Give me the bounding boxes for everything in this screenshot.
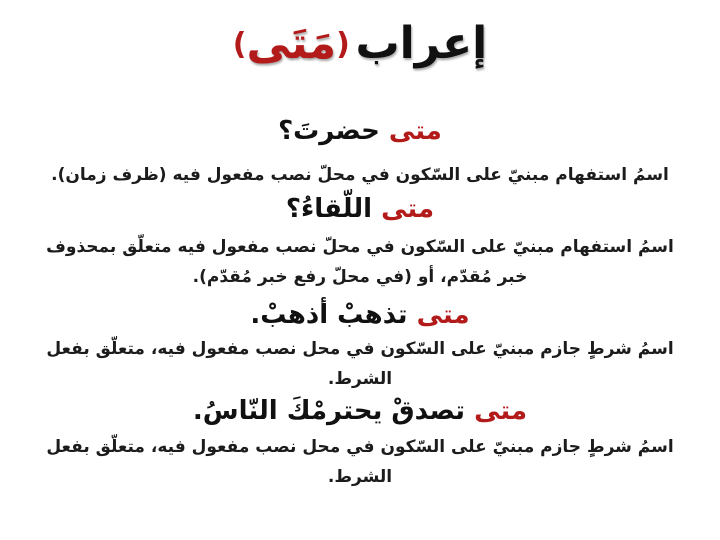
example-rest: تصدقْ يحترمْكَ النّاسُ. xyxy=(192,396,466,426)
example-keyword: متى xyxy=(416,300,470,330)
example-keyword: متى xyxy=(388,116,442,146)
example-rest: حضرتَ؟ xyxy=(278,116,380,146)
example-keyword: متى xyxy=(381,194,435,224)
explanation-4: اسمُ شرطٍ جازم مبنيّ على السّكون في محل نصب مفعول فيه، متعلّق بفعل الشرط. xyxy=(46,437,674,487)
example-keyword: متى xyxy=(474,396,528,426)
example-sentence-1 xyxy=(0,118,720,144)
example-rest: تذهبْ أذهبْ. xyxy=(250,300,408,330)
example-sentence-2 xyxy=(0,196,720,222)
explanation-3: اسمُ شرطٍ جازم مبنيّ على السّكون في محل نصب مفعول فيه، متعلّق بفعل الشرط. xyxy=(46,339,674,389)
explanation-1: اسمُ استفهام مبنيّ على السّكون في محلّ نصب مفعول فيه (ظرف زمان). xyxy=(51,165,669,185)
example-rest: اللّقاءُ؟ xyxy=(285,194,373,224)
explanation-2: اسمُ استفهام مبنيّ على السّكون في محلّ نصب مفعول فيه متعلّق بمحذوف خبر مُقدّم، أو (في محلّ رفع خبر مُقدّم). xyxy=(46,237,674,287)
example-sentence-4 xyxy=(0,398,720,424)
title-open-paren: ( xyxy=(336,27,350,62)
title-close-paren: ) xyxy=(232,27,247,62)
example-sentence-3 xyxy=(0,302,720,328)
title-main-word: إعراب xyxy=(355,18,488,69)
title-highlight-word: مَتَى xyxy=(246,18,337,69)
page-title xyxy=(0,18,720,69)
